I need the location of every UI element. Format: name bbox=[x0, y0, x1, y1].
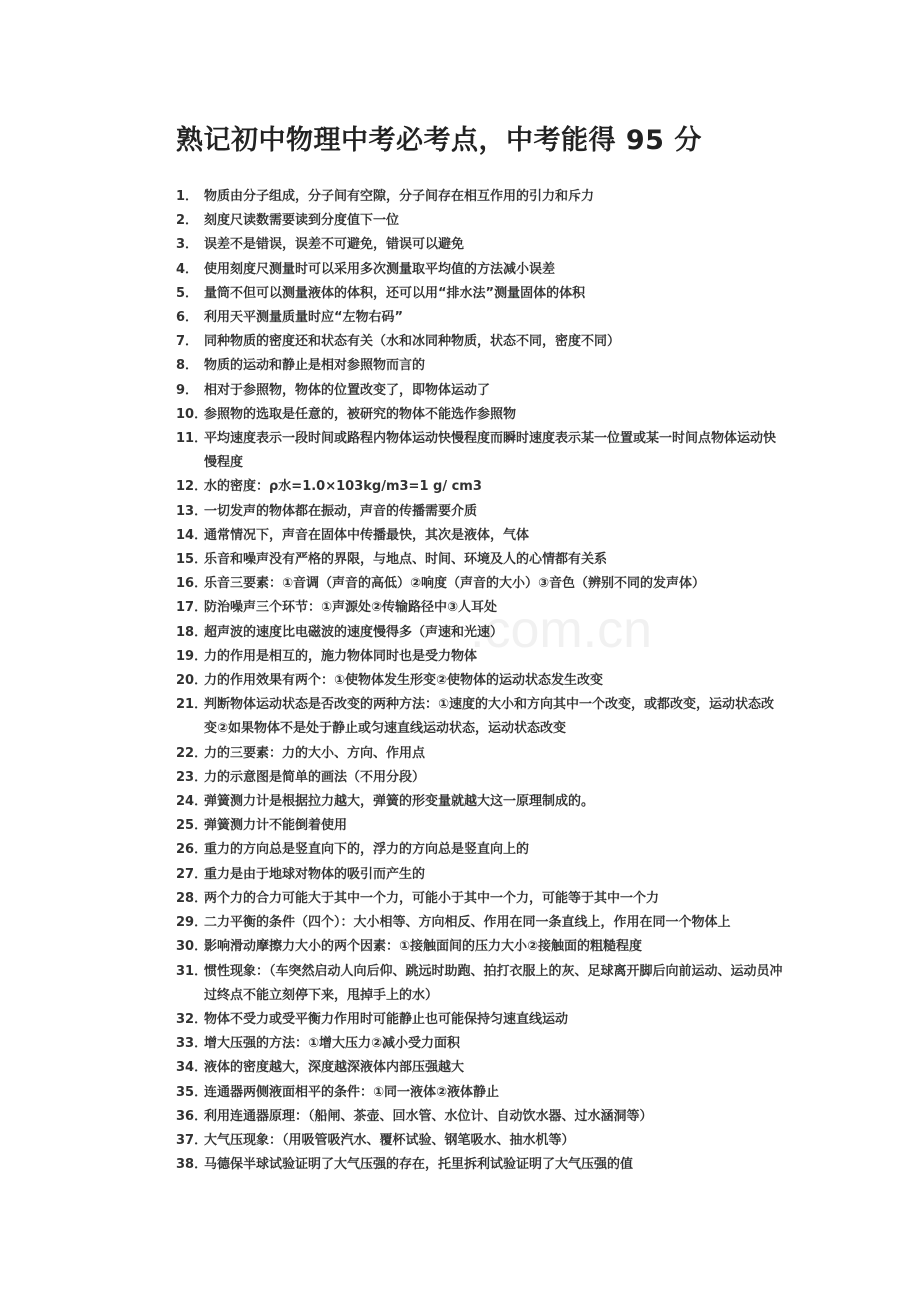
document-title: 熟记初中物理中考必考点，中考能得 95 分 bbox=[176, 125, 702, 156]
list-item bbox=[176, 814, 786, 838]
list-item bbox=[176, 379, 786, 403]
item-number: 37． bbox=[176, 1132, 208, 1148]
item-number: 33． bbox=[176, 1036, 208, 1052]
watermark: .com.cn bbox=[470, 601, 653, 659]
item-number: 11． bbox=[176, 431, 208, 447]
item-number: 19． bbox=[176, 648, 208, 664]
item-number: 1． bbox=[176, 189, 199, 204]
list-item bbox=[176, 742, 786, 766]
item-text: 通常情况下，声音在固体中传播最快，其次是液体，气体 bbox=[204, 527, 530, 543]
list-item bbox=[176, 1056, 786, 1080]
item-text: 参照物的选取是任意的，被研究的物体不能选作参照物 bbox=[204, 406, 517, 422]
item-number: 5． bbox=[176, 285, 199, 301]
item-text: 刻度尺读数需要读到分度值下一位 bbox=[204, 213, 400, 229]
item-text: 力的作用是相互的，施力物体同时也是受力物体 bbox=[204, 648, 478, 664]
item-number: 18． bbox=[176, 624, 208, 640]
list-item bbox=[176, 887, 786, 911]
item-text: 两个力的合力可能大于其中一个力，可能小于其中一个力，可能等于其中一个力 bbox=[204, 890, 660, 906]
item-text: 物质由分子组成，分子间有空隙，分子间存在相互作用的引力和斥力 bbox=[204, 189, 595, 204]
item-number: 28． bbox=[176, 890, 208, 906]
list-item bbox=[176, 1153, 786, 1177]
item-text: 判断物体运动状态是否改变的两种方法：①速度的大小和方向其中一个改变，或都改变，运动状态改变②如果物体不是处于静止或匀速直线运动状态，运动状态改变 bbox=[204, 697, 775, 737]
list-item bbox=[176, 572, 786, 596]
list-item bbox=[176, 548, 786, 572]
item-number: 26． bbox=[176, 842, 208, 858]
item-number: 6． bbox=[176, 310, 199, 326]
item-text: 量筒不但可以测量液体的体积，还可以用“排水法”测量固体的体积 bbox=[204, 285, 586, 301]
item-number: 16． bbox=[176, 576, 208, 592]
item-text: 水的密度：ρ水=1.0×103kg/m3=1 g/ cm3 bbox=[204, 479, 482, 495]
item-number: 29． bbox=[176, 915, 208, 931]
item-number: 12． bbox=[176, 479, 208, 495]
item-number: 4． bbox=[176, 261, 199, 277]
list-item bbox=[176, 427, 786, 475]
item-text: 物质的运动和静止是相对参照物而言的 bbox=[204, 358, 426, 374]
list-item bbox=[176, 500, 786, 524]
list-item bbox=[176, 1008, 786, 1032]
item-text: 物体不受力或受平衡力作用时可能静止也可能保持匀速直线运动 bbox=[204, 1011, 569, 1027]
item-number: 36． bbox=[176, 1108, 208, 1124]
item-text: 液体的密度越大，深度越深液体内部压强越大 bbox=[204, 1060, 465, 1076]
list-item bbox=[176, 960, 786, 1008]
item-number: 14． bbox=[176, 527, 208, 543]
item-number: 7． bbox=[176, 334, 199, 350]
knowledge-point-list bbox=[176, 185, 786, 1177]
item-text: 重力的方向总是竖直向下的，浮力的方向总是竖直向上的 bbox=[204, 842, 530, 858]
item-number: 27． bbox=[176, 866, 208, 882]
list-item bbox=[176, 185, 786, 209]
item-number: 20． bbox=[176, 673, 208, 689]
item-number: 22． bbox=[176, 745, 208, 761]
item-text: 连通器两侧液面相平的条件：①同一液体②液体静止 bbox=[204, 1084, 500, 1100]
list-item bbox=[176, 1129, 786, 1153]
item-text: 使用刻度尺测量时可以采用多次测量取平均值的方法减小误差 bbox=[204, 261, 556, 277]
item-text: 利用天平测量质量时应“左物右码” bbox=[204, 310, 404, 326]
item-text: 大气压现象：（用吸管吸汽水、覆杯试验、钢笔吸水、抽水机等） bbox=[204, 1132, 575, 1148]
item-number: 17． bbox=[176, 600, 208, 616]
item-number: 9． bbox=[176, 382, 199, 398]
list-item bbox=[176, 766, 786, 790]
item-number: 23． bbox=[176, 769, 208, 785]
list-item bbox=[176, 306, 786, 330]
list-item bbox=[176, 209, 786, 233]
list-item bbox=[176, 1032, 786, 1056]
item-text: 同种物质的密度还和状态有关（水和冰同种物质，状态不同，密度不同） bbox=[204, 334, 621, 350]
item-number: 13． bbox=[176, 503, 208, 519]
item-text: 力的作用效果有两个：①使物体发生形变②使物体的运动状态发生改变 bbox=[204, 673, 604, 689]
item-number: 15． bbox=[176, 552, 208, 568]
item-text: 影响滑动摩擦力大小的两个因素：①接触面间的压力大小②接触面的粗糙程度 bbox=[204, 939, 643, 955]
list-item bbox=[176, 330, 786, 354]
item-text: 防治噪声三个环节：①声源处②传输路径中③人耳处 bbox=[204, 600, 498, 616]
item-text: 乐音三要素：①音调（声音的高低）②响度（声音的大小）③音色（辨别不同的发声体） bbox=[204, 576, 706, 592]
item-number: 38． bbox=[176, 1157, 208, 1173]
list-item bbox=[176, 669, 786, 693]
item-text: 马德保半球试验证明了大气压强的存在，托里拆利试验证明了大气压强的值 bbox=[204, 1157, 634, 1173]
list-item bbox=[176, 621, 786, 645]
list-item bbox=[176, 838, 786, 862]
item-text: 一切发声的物体都在振动，声音的传播需要介质 bbox=[204, 503, 478, 519]
item-text: 力的三要素：力的大小、方向、作用点 bbox=[204, 745, 426, 761]
item-number: 35． bbox=[176, 1084, 208, 1100]
list-item bbox=[176, 596, 786, 620]
list-item bbox=[176, 693, 786, 741]
item-text: 惯性现象：（车突然启动人向后仰、跳远时助跑、拍打衣服上的灰、足球离开脚后向前运动、运动员冲过终点不能立刻停下来，甩掉手上的水） bbox=[204, 963, 783, 1003]
item-text: 相对于参照物，物体的位置改变了，即物体运动了 bbox=[204, 382, 491, 398]
item-text: 利用连通器原理：（船闸、茶壶、回水管、水位计、自动饮水器、过水涵洞等） bbox=[204, 1108, 653, 1124]
item-text: 乐音和噪声没有严格的界限，与地点、时间、环境及人的心情都有关系 bbox=[204, 552, 608, 568]
list-item bbox=[176, 1105, 786, 1129]
list-item bbox=[176, 790, 786, 814]
list-item bbox=[176, 233, 786, 257]
item-number: 10． bbox=[176, 406, 208, 422]
item-number: 21． bbox=[176, 697, 208, 713]
list-item bbox=[176, 1081, 786, 1105]
item-text: 力的示意图是简单的画法（不用分段） bbox=[204, 769, 426, 785]
item-text: 误差不是错误，误差不可避免，错误可以避免 bbox=[204, 237, 465, 253]
list-item bbox=[176, 911, 786, 935]
item-number: 34． bbox=[176, 1060, 208, 1076]
item-text: 重力是由于地球对物体的吸引而产生的 bbox=[204, 866, 426, 882]
item-number: 24． bbox=[176, 794, 208, 810]
item-text: 弹簧测力计是根据拉力越大，弹簧的形变量就越大这一原理制成的。 bbox=[204, 794, 595, 810]
list-item bbox=[176, 403, 786, 427]
item-number: 31． bbox=[176, 963, 208, 979]
list-item bbox=[176, 645, 786, 669]
item-number: 25． bbox=[176, 818, 208, 834]
list-item bbox=[176, 354, 786, 378]
item-number: 30． bbox=[176, 939, 208, 955]
item-text: 平均速度表示一段时间或路程内物体运动快慢程度而瞬时速度表示某一位置或某一时间点物体运动快慢程度 bbox=[204, 431, 777, 471]
item-text: 弹簧测力计不能倒着使用 bbox=[204, 818, 348, 834]
item-text: 二力平衡的条件（四个）：大小相等、方向相反、作用在同一条直线上，作用在同一个物体上 bbox=[204, 915, 731, 931]
item-number: 2． bbox=[176, 213, 199, 229]
list-item bbox=[176, 524, 786, 548]
list-item bbox=[176, 935, 786, 959]
list-item bbox=[176, 258, 786, 282]
list-item bbox=[176, 475, 786, 499]
item-number: 32． bbox=[176, 1011, 208, 1027]
list-item bbox=[176, 282, 786, 306]
list-item bbox=[176, 863, 786, 887]
item-number: 8． bbox=[176, 358, 199, 374]
item-number: 3． bbox=[176, 237, 199, 253]
item-text: 超声波的速度比电磁波的速度慢得多（声速和光速） bbox=[204, 624, 504, 640]
item-text: 增大压强的方法：①增大压力②减小受力面积 bbox=[204, 1036, 461, 1052]
